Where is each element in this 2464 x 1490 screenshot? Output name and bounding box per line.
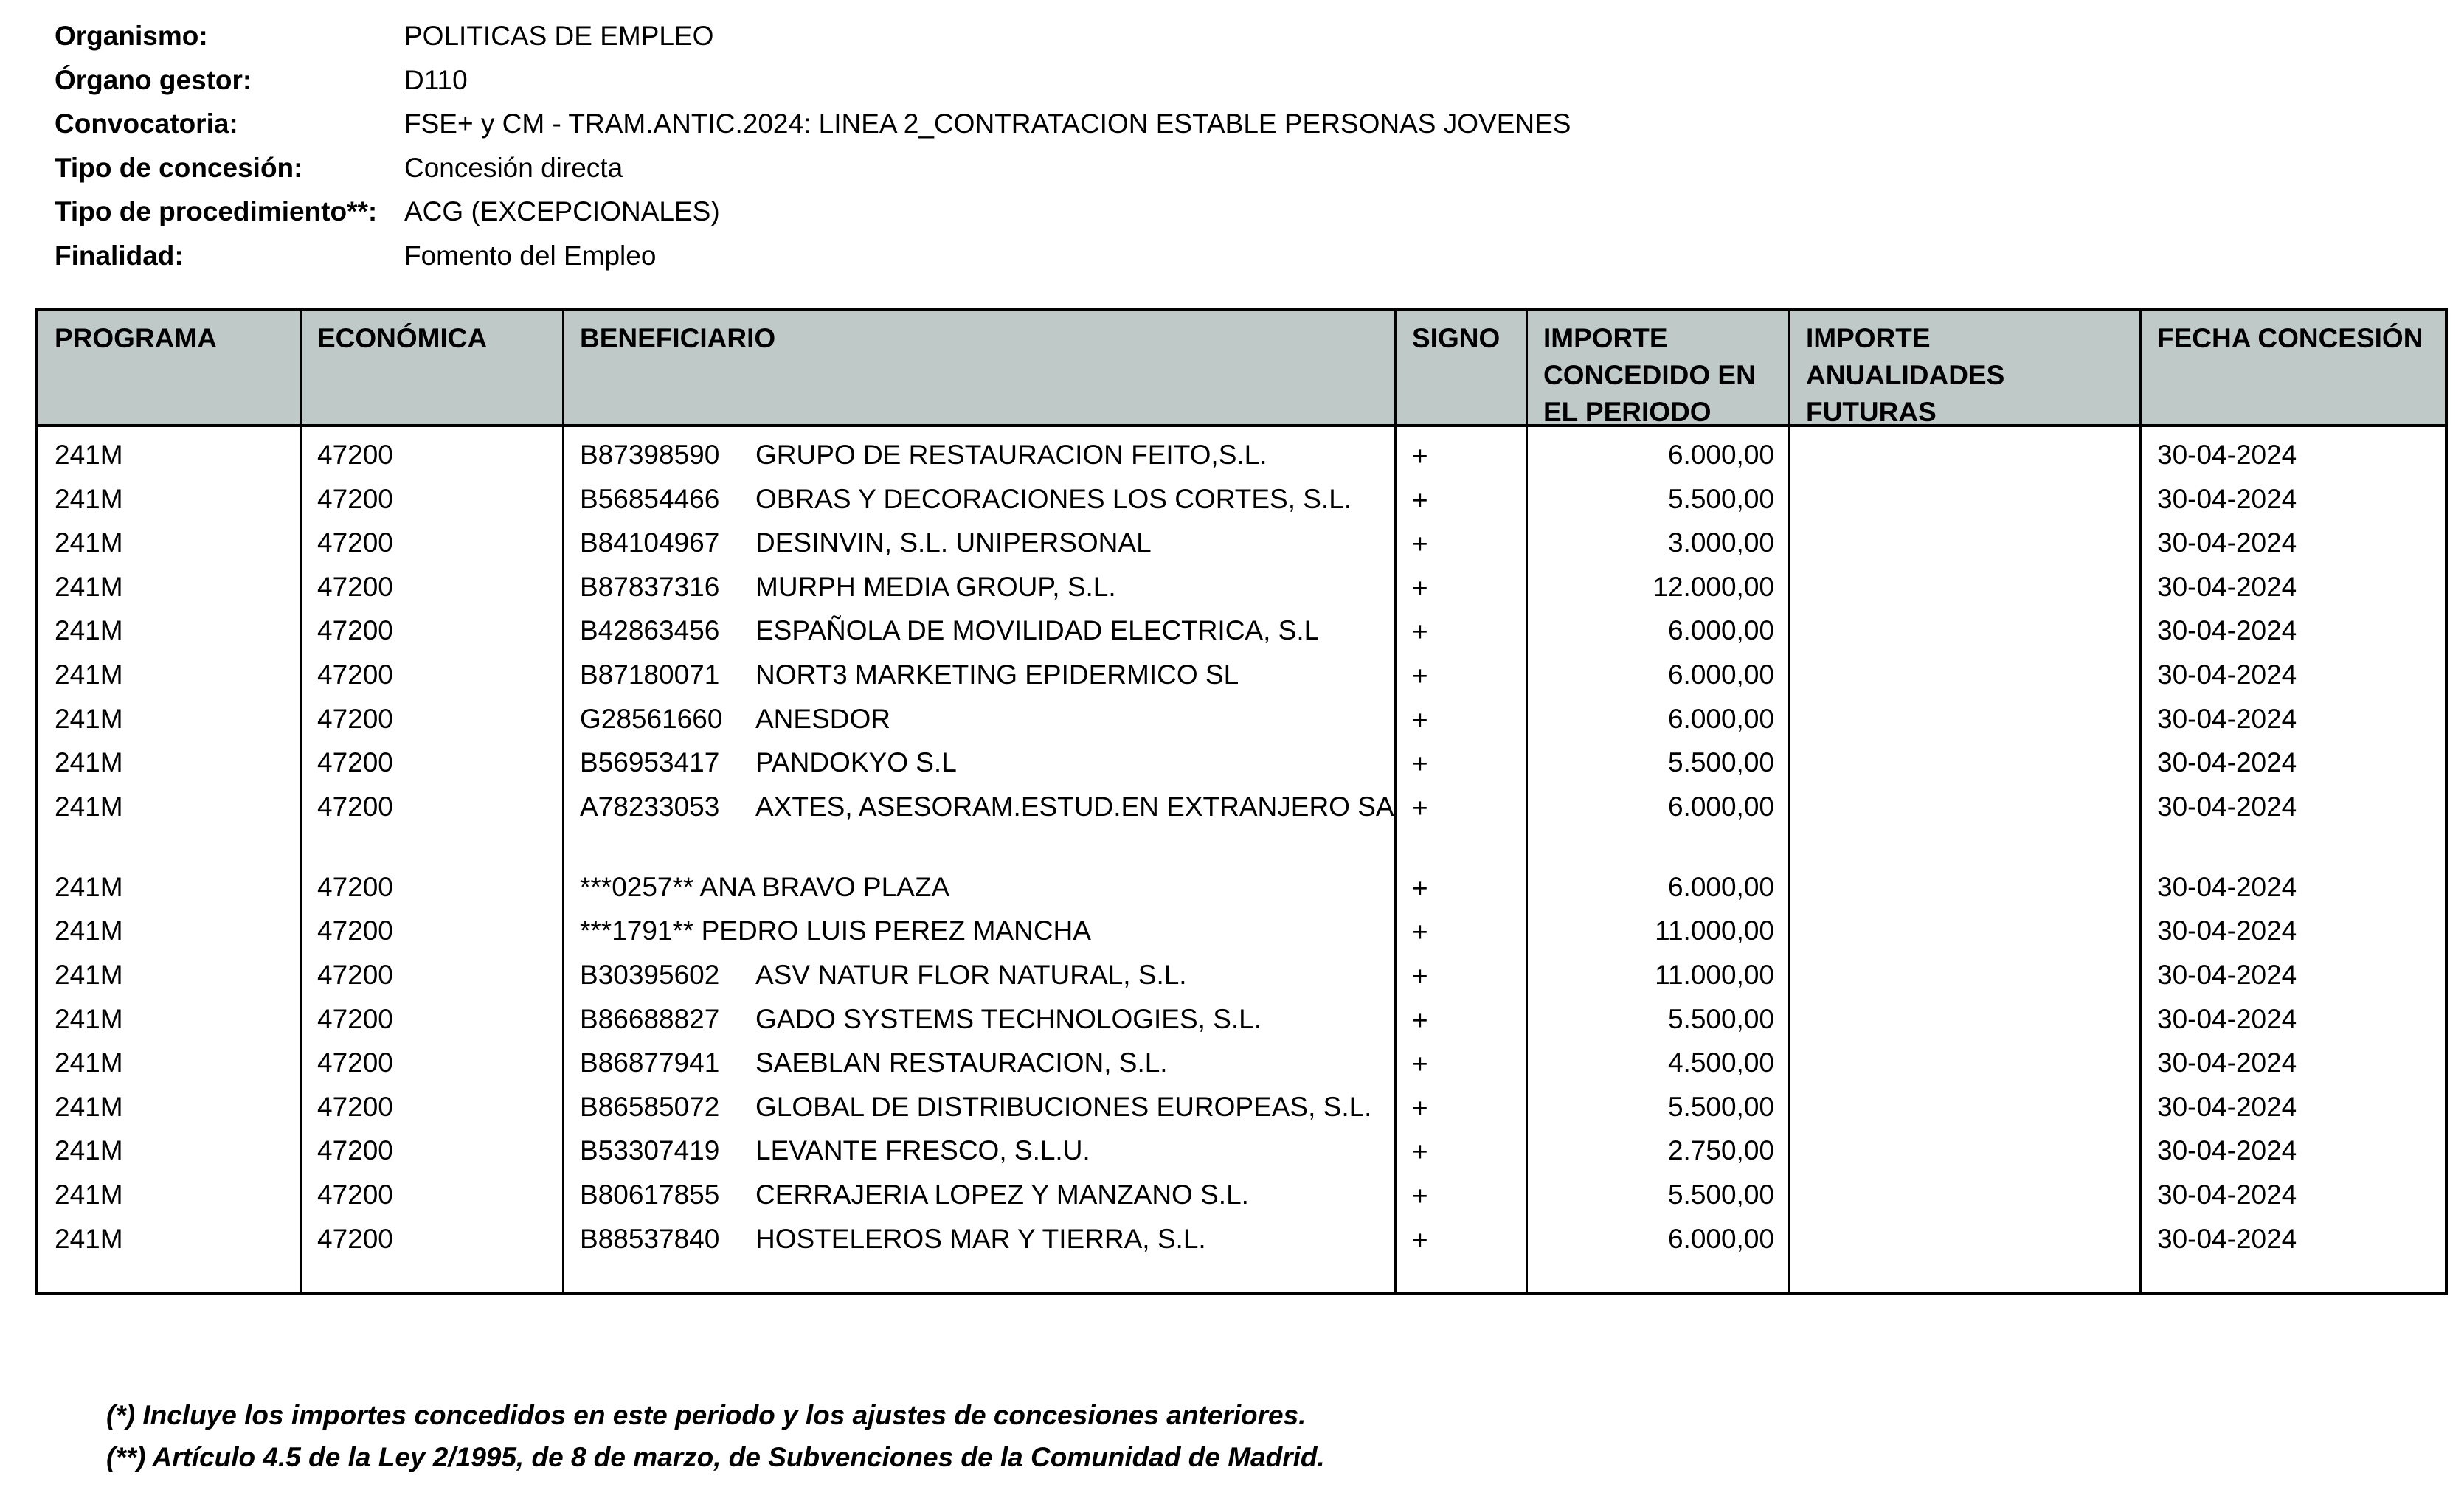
cell-economica: 47200 [317,1179,393,1210]
cell-nif: B87837316 [580,571,720,602]
cell-signo: + [1412,749,1428,780]
cell-programa: 241M [55,571,123,602]
cell-programa: 241M [55,1091,123,1122]
cell-importe: 5.500,00 [1667,1179,1774,1210]
cell-beneficiario: ***1791** PEDRO LUIS PEREZ MANCHA [580,915,1091,946]
cell-fecha: 30-04-2024 [2157,1223,2297,1254]
cell-nif: B42863456 [580,615,720,646]
cell-programa: 241M [55,1135,123,1166]
table-row [38,1211,2445,1255]
table-row [38,515,2445,559]
cell-fecha: 30-04-2024 [2157,483,2297,514]
cell-signo: + [1412,1137,1428,1168]
cell-fecha: 30-04-2024 [2157,1003,2297,1034]
cell-nif: B53307419 [580,1135,720,1166]
cell-signo: + [1412,660,1428,691]
meta-value: D110 [404,64,468,95]
cell-beneficiario: NORT3 MARKETING EPIDERMICO SL [755,659,1239,690]
meta-value: POLITICAS DE EMPLEO [404,21,714,51]
column-divider [2139,311,2142,1292]
cell-beneficiario: ***0257** ANA BRAVO PLAZA [580,871,950,902]
meta-row [55,193,1571,238]
table-row [38,647,2445,691]
table-row [38,859,2445,904]
cell-economica: 47200 [317,1223,393,1254]
cell-signo: + [1412,1092,1428,1123]
cell-programa: 241M [55,747,123,778]
cell-economica: 47200 [317,1091,393,1122]
cell-fecha: 30-04-2024 [2157,791,2297,822]
cell-fecha: 30-04-2024 [2157,959,2297,990]
cell-signo: + [1412,1049,1428,1080]
cell-signo: + [1412,873,1428,904]
cell-economica: 47200 [317,915,393,946]
cell-importe: 5.500,00 [1667,747,1774,778]
cell-signo: + [1412,572,1428,603]
cell-economica: 47200 [317,871,393,902]
cell-importe: 11.000,00 [1655,959,1774,990]
cell-programa: 241M [55,791,123,822]
cell-importe: 11.000,00 [1655,915,1774,946]
cell-signo: + [1412,529,1428,560]
cell-beneficiario: OBRAS Y DECORACIONES LOS CORTES, S.L. [755,483,1352,514]
column-divider [1788,311,1790,1292]
cell-economica: 47200 [317,571,393,602]
cell-beneficiario: ANESDOR [755,703,890,734]
meta-row [55,105,1571,150]
footnote-2: (**) Artículo 4.5 de la Ley 2/1995, de 8 de marzo, de Subvenciones de la Comunidad de Madrid. [106,1442,1325,1472]
cell-nif: B86585072 [580,1091,720,1122]
cell-economica: 47200 [317,791,393,822]
column-divider [1526,311,1528,1292]
cell-beneficiario: LEVANTE FRESCO, S.L.U. [755,1135,1090,1166]
cell-programa: 241M [55,440,123,470]
table-row [38,903,2445,947]
col-header-economica: ECONÓMICA [317,323,488,353]
cell-importe: 6.000,00 [1667,615,1774,646]
cell-programa: 241M [55,615,123,646]
cell-importe: 6.000,00 [1667,440,1774,470]
cell-importe: 6.000,00 [1667,659,1774,690]
cell-beneficiario: DESINVIN, S.L. UNIPERSONAL [755,527,1152,558]
meta-row [55,238,1571,282]
table-row [38,559,2445,603]
meta-row [55,18,1571,62]
meta-label: Tipo de concesión: [55,152,303,183]
cell-programa: 241M [55,527,123,558]
cell-fecha: 30-04-2024 [2157,915,2297,946]
cell-fecha: 30-04-2024 [2157,1179,2297,1210]
cell-nif: B88537840 [580,1223,720,1254]
table-row [38,947,2445,991]
cell-beneficiario: ESPAÑOLA DE MOVILIDAD ELECTRICA, S.L [755,615,1320,646]
cell-fecha: 30-04-2024 [2157,1091,2297,1122]
cell-signo: + [1412,441,1428,471]
cell-fecha: 30-04-2024 [2157,571,2297,602]
cell-nif: B87398590 [580,440,720,470]
cell-signo: + [1412,704,1428,735]
meta-label: Organismo: [55,21,208,51]
cell-importe: 12.000,00 [1653,571,1774,602]
cell-economica: 47200 [317,527,393,558]
col-header-programa: PROGRAMA [55,323,217,353]
table-row [38,1167,2445,1211]
cell-beneficiario: MURPH MEDIA GROUP, S.L. [755,571,1116,602]
cell-programa: 241M [55,1003,123,1034]
cell-nif: B56854466 [580,483,720,514]
cell-signo: + [1412,917,1428,948]
cell-fecha: 30-04-2024 [2157,615,2297,646]
metadata-block [55,18,1571,282]
cell-beneficiario: ASV NATUR FLOR NATURAL, S.L. [755,959,1187,990]
cell-importe: 6.000,00 [1667,703,1774,734]
cell-importe: 5.500,00 [1667,483,1774,514]
cell-programa: 241M [55,483,123,514]
table-row [38,1079,2445,1123]
meta-label: Órgano gestor: [55,64,252,95]
cell-signo: + [1412,617,1428,648]
cell-nif: B87180071 [580,659,720,690]
cell-beneficiario: SAEBLAN RESTAURACION, S.L. [755,1047,1168,1078]
column-divider [300,311,302,1292]
footnotes [106,1394,1325,1478]
table-row [38,603,2445,647]
cell-economica: 47200 [317,959,393,990]
cell-programa: 241M [55,659,123,690]
table-row [38,735,2445,779]
column-divider [1394,311,1397,1292]
cell-programa: 241M [55,1223,123,1254]
meta-row [55,62,1571,106]
cell-economica: 47200 [317,1135,393,1166]
cell-signo: + [1412,792,1428,823]
cell-importe: 6.000,00 [1667,1223,1774,1254]
meta-label: Finalidad: [55,240,184,271]
cell-importe: 3.000,00 [1667,527,1774,558]
col-header-importe-futuras: IMPORTE ANUALIDADES FUTURAS [1806,323,2005,427]
cell-beneficiario: PANDOKYO S.L [755,747,957,778]
cell-beneficiario: AXTES, ASESORAM.ESTUD.EN EXTRANJERO SA [755,791,1394,822]
footnote-1: (*) Incluye los importes concedidos en este periodo y los ajustes de concesiones anteriores. [106,1400,1307,1430]
cell-nif: B80617855 [580,1179,720,1210]
table-row [38,691,2445,735]
cell-signo: + [1412,960,1428,991]
cell-signo: + [1412,485,1428,516]
cell-economica: 47200 [317,615,393,646]
cell-programa: 241M [55,871,123,902]
cell-fecha: 30-04-2024 [2157,1047,2297,1078]
meta-label: Tipo de procedimiento**: [55,196,378,227]
table-row [38,1123,2445,1167]
cell-fecha: 30-04-2024 [2157,747,2297,778]
col-header-signo: SIGNO [1412,323,1501,353]
cell-programa: 241M [55,1179,123,1210]
meta-value: FSE+ y CM - TRAM.ANTIC.2024: LINEA 2_CONTRATACION ESTABLE PERSONAS JOVENES [404,108,1571,139]
col-header-importe-concedido: IMPORTE CONCEDIDO EN EL PERIODO [1543,323,1756,427]
cell-fecha: 30-04-2024 [2157,527,2297,558]
cell-economica: 47200 [317,747,393,778]
col-header-fecha-concesion: FECHA CONCESIÓN [2157,323,2423,353]
cell-economica: 47200 [317,659,393,690]
table-row [38,991,2445,1036]
table-row [38,471,2445,516]
cell-nif: B30395602 [580,959,720,990]
cell-importe: 6.000,00 [1667,871,1774,902]
table-body [38,427,2445,1255]
cell-beneficiario: GADO SYSTEMS TECHNOLOGIES, S.L. [755,1003,1262,1034]
cell-nif: B56953417 [580,747,720,778]
grants-table [35,308,2448,1295]
cell-economica: 47200 [317,440,393,470]
cell-economica: 47200 [317,1003,393,1034]
cell-importe: 6.000,00 [1667,791,1774,822]
col-header-beneficiario: BENEFICIARIO [580,323,776,353]
meta-label: Convocatoria: [55,108,238,139]
cell-beneficiario: GLOBAL DE DISTRIBUCIONES EUROPEAS, S.L. [755,1091,1372,1122]
table-row [38,779,2445,859]
cell-fecha: 30-04-2024 [2157,659,2297,690]
table-header [38,311,2445,427]
meta-value: ACG (EXCEPCIONALES) [404,196,720,227]
cell-nif: A78233053 [580,791,720,822]
table-row [38,1035,2445,1079]
cell-nif: G28561660 [580,703,723,734]
cell-nif: B86877941 [580,1047,720,1078]
cell-economica: 47200 [317,483,393,514]
meta-value: Fomento del Empleo [404,240,657,271]
cell-nif: B84104967 [580,527,720,558]
cell-fecha: 30-04-2024 [2157,871,2297,902]
meta-value: Concesión directa [404,152,623,183]
cell-economica: 47200 [317,1047,393,1078]
cell-fecha: 30-04-2024 [2157,1135,2297,1166]
meta-row [55,150,1571,194]
cell-nif: B86688827 [580,1003,720,1034]
table-row [38,427,2445,471]
cell-signo: + [1412,1180,1428,1211]
cell-programa: 241M [55,959,123,990]
cell-fecha: 30-04-2024 [2157,440,2297,470]
cell-programa: 241M [55,1047,123,1078]
cell-beneficiario: CERRAJERIA LOPEZ Y MANZANO S.L. [755,1179,1249,1210]
cell-economica: 47200 [317,703,393,734]
cell-beneficiario: HOSTELEROS MAR Y TIERRA, S.L. [755,1223,1206,1254]
cell-fecha: 30-04-2024 [2157,703,2297,734]
cell-beneficiario: GRUPO DE RESTAURACION FEITO,S.L. [755,440,1267,470]
cell-importe: 4.500,00 [1667,1047,1774,1078]
cell-importe: 2.750,00 [1667,1135,1774,1166]
cell-signo: + [1412,1224,1428,1255]
column-divider [562,311,564,1292]
cell-programa: 241M [55,703,123,734]
cell-programa: 241M [55,915,123,946]
cell-signo: + [1412,1005,1428,1036]
cell-importe: 5.500,00 [1667,1091,1774,1122]
cell-importe: 5.500,00 [1667,1003,1774,1034]
